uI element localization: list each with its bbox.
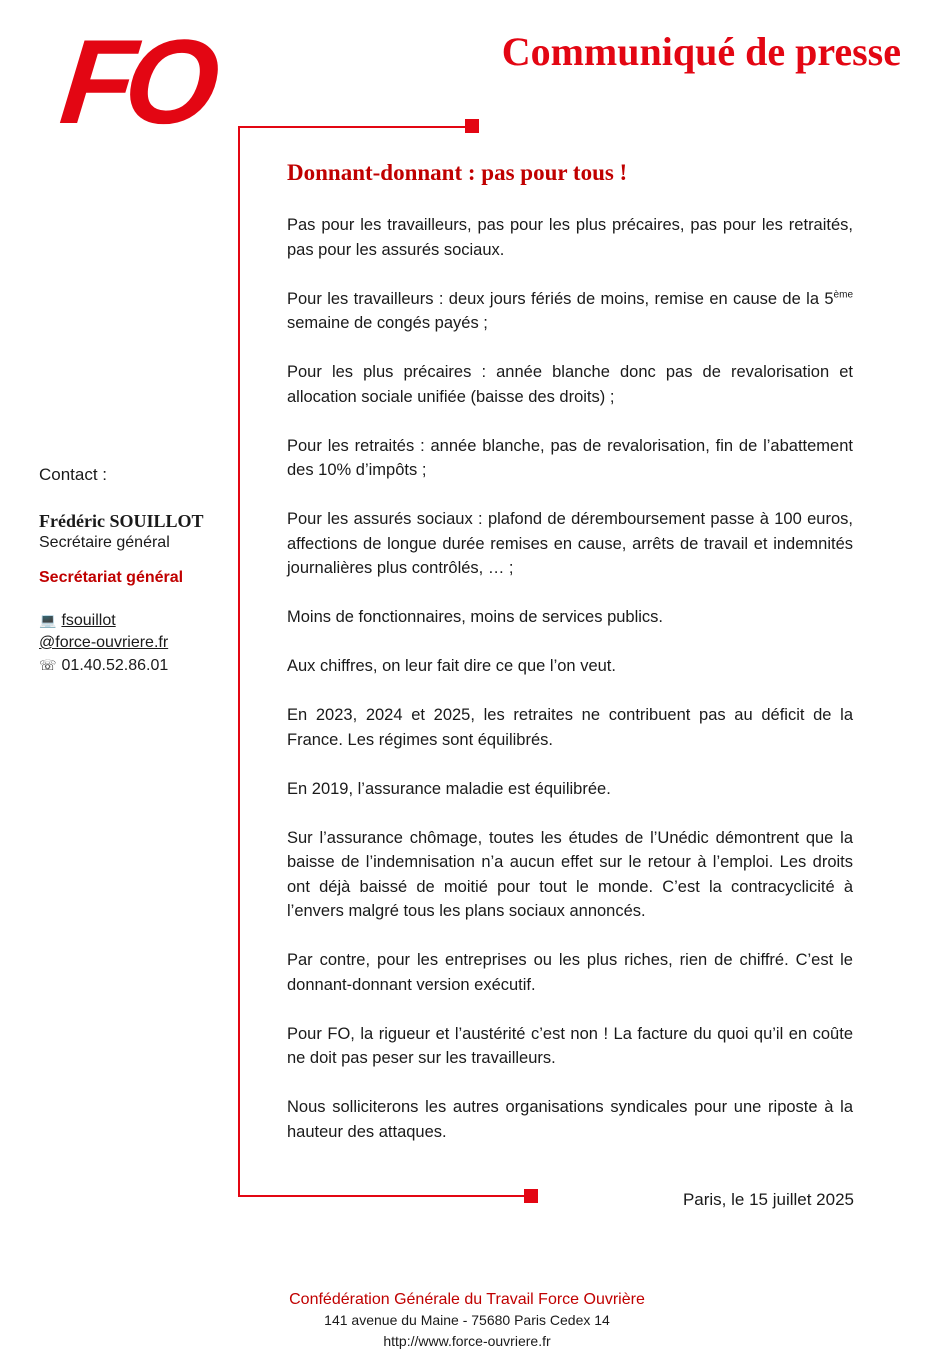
paragraph-2-part-b: semaine de congés payés ; [287, 314, 488, 332]
page-title: Communiqué de presse [501, 29, 901, 74]
telephone-icon: ☏ [39, 657, 57, 673]
email-link-part2[interactable]: @force-ouvriere.fr [39, 634, 169, 651]
paragraph-10: Sur l’assurance chômage, toutes les études de l’Unédic démontrent que la baisse de l’indemnisation n’a aucun effet sur le retour à l’emploi. Les droits ont déjà baissé de moitié pour tout le monde. C’est la contracyclicité à l’envers malgré tous les plans sociaux annoncés. [287, 828, 853, 920]
paragraph-5: Pour les assurés sociaux : plafond de déremboursement passe à 100 euros, affections de longue durée remises en cause, arrêts de travail et indemnités journalières plus contrôlés, … ; [287, 510, 853, 577]
paragraph-11: Par contre, pour les entreprises ou les plus riches, rien de chiffré. C’est le donnant-donnant version exécutif. [287, 951, 853, 994]
frame-top-line [238, 126, 472, 128]
paragraph-9: En 2019, l’assurance maladie est équilibrée. [287, 779, 611, 798]
contact-role: Secrétaire général [39, 534, 170, 551]
contact-phone-line [39, 654, 234, 677]
contact-phone: 01.40.52.86.01 [61, 657, 169, 674]
contact-email-line1[interactable] [39, 609, 234, 632]
paragraph-7: Aux chiffres, on leur fait dire ce que l’on veut. [287, 657, 616, 675]
paragraph-2-part-a: Pour les travailleurs : deux jours fériés de moins, remise en cause de la 5 [287, 289, 834, 308]
contact-name: Frédéric SOUILLOT [39, 511, 204, 531]
laptop-icon: 💻 [39, 612, 57, 628]
paragraph-6: Moins de fonctionnaires, moins de services publics. [287, 608, 664, 626]
footer-website-link[interactable]: http://www.force-ouvriere.fr [383, 1333, 551, 1349]
frame-top-square [465, 119, 479, 133]
paragraph-12: Pour FO, la rigueur et l’austérité c’est non ! La facture du quoi qu’il en coûte ne doit pas peser sur les travailleurs. [287, 1024, 853, 1067]
article-body [287, 158, 853, 1169]
paragraph-2-superscript: ème [833, 289, 853, 300]
footer-organization: Confédération Générale du Travail Force Ouvrière [289, 1291, 645, 1308]
paragraph-4: Pour les retraités : année blanche, pas de revalorisation, fin de l’abattement des 10% d’impôts ; [287, 436, 853, 479]
document-date: Paris, le 15 juillet 2025 [682, 1190, 854, 1209]
frame-bottom-line [238, 1195, 531, 1197]
frame-bottom-square [524, 1189, 538, 1203]
paragraph-13: Nous solliciterons les autres organisations syndicales pour une riposte à la hauteur des attaques. [287, 1098, 853, 1141]
paragraph-8: En 2023, 2024 et 2025, les retraites ne contribuent pas au déficit de la France. Les régimes sont équilibrés. [287, 706, 853, 749]
footer [0, 1289, 934, 1352]
contact-block [39, 464, 234, 677]
contact-department: Secrétariat général [39, 569, 184, 586]
frame-left-line [238, 126, 240, 1197]
article-headline: Donnant-donnant : pas pour tous ! [287, 160, 628, 185]
fo-logo: FO [54, 15, 216, 149]
paragraph-1: Pas pour les travailleurs, pas pour les plus précaires, pas pour les retraités, pas pour les assurés sociaux. [287, 216, 853, 259]
contact-email-line2[interactable] [39, 632, 234, 654]
footer-address: 141 avenue du Maine - 75680 Paris Cedex 14 [324, 1312, 610, 1328]
email-link-part1[interactable]: fsouillot [61, 612, 116, 629]
paragraph-2 [287, 287, 853, 336]
contact-label: Contact : [39, 465, 108, 484]
paragraph-3: Pour les plus précaires : année blanche donc pas de revalorisation et allocation sociale unifiée (baisse des droits) ; [287, 363, 853, 406]
